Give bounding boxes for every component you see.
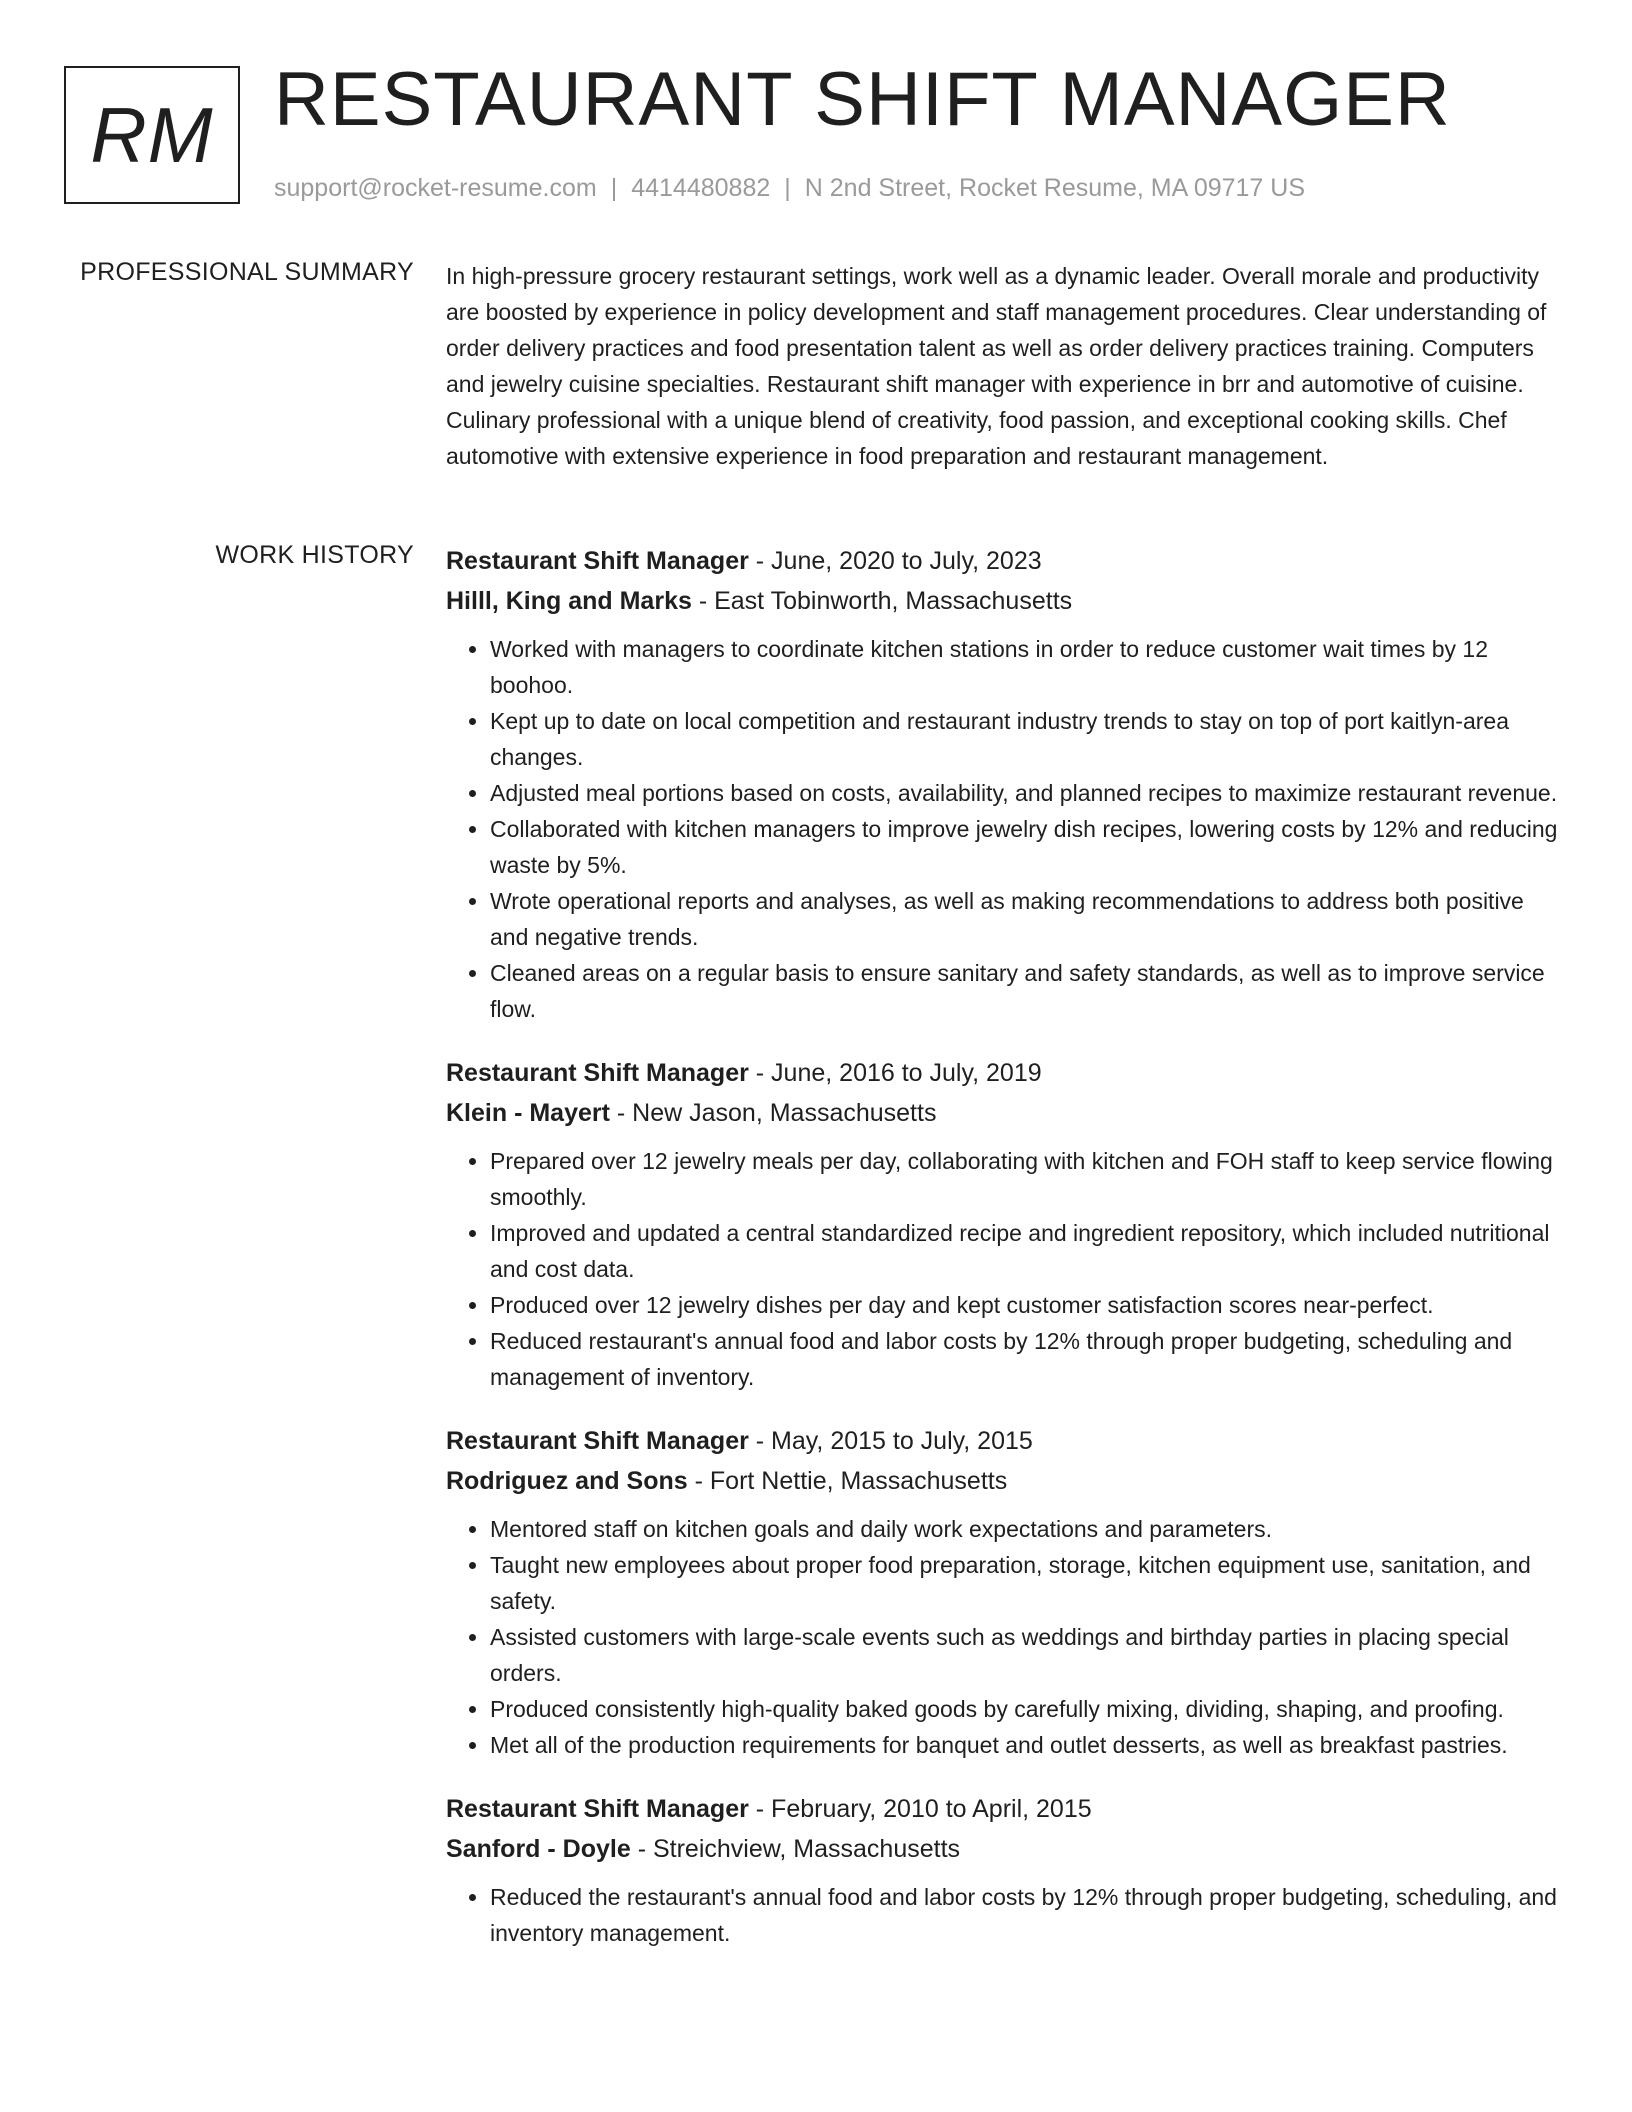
monogram-logo: RM bbox=[64, 66, 240, 204]
job-bullet: • Taught new employees about proper food preparation, storage, kitchen equipment use, sanitation, and safety. bbox=[490, 1547, 1562, 1619]
summary-body bbox=[446, 258, 1562, 474]
job-company: Hilll, King and Marks bbox=[446, 587, 692, 615]
contact-separator: | bbox=[610, 174, 618, 202]
job-location: - East Tobinworth, Massachusetts bbox=[691, 587, 1073, 615]
contact-address: N 2nd Street, Rocket Resume, MA 09717 US bbox=[804, 174, 1306, 202]
job-dates: - June, 2016 to July, 2019 bbox=[748, 1059, 1042, 1087]
job-entry bbox=[446, 1421, 1562, 1763]
job-title: Restaurant Shift Manager bbox=[446, 547, 749, 575]
job-entry bbox=[446, 1789, 1562, 1951]
job-bullet: • Kept up to date on local competition and restaurant industry trends to stay on top of port kaitlyn-area changes. bbox=[490, 703, 1562, 775]
page-title: RESTAURANT SHIFT MANAGER bbox=[274, 57, 1451, 142]
job-bullet: • Reduced the restaurant's annual food and labor costs by 12% through proper budgeting, scheduling, and inventory management. bbox=[490, 1879, 1562, 1951]
section-label-summary: PROFESSIONAL SUMMARY bbox=[80, 258, 414, 286]
summary-text: In high-pressure grocery restaurant settings, work well as a dynamic leader. Overall morale and productivity are boosted by experience in policy development and staff management procedures. Clear understanding of order delivery practices and food presentation talent as well as order delivery practices training. Computers and jewelry cuisine specialties. Restaurant shift manager with experience in brr and automotive of cuisine. Culinary professional with a unique blend of creativity, food passion, and exceptional cooking skills. Chef automotive with extensive experience in food preparation and restaurant management. bbox=[446, 263, 1547, 469]
job-dates: - June, 2020 to July, 2023 bbox=[748, 547, 1042, 575]
job-bullet: • Adjusted meal portions based on costs, availability, and planned recipes to maximize restaurant revenue. bbox=[490, 775, 1562, 811]
job-bullet: • Met all of the production requirements for banquet and outlet desserts, as well as breakfast pastries. bbox=[490, 1727, 1562, 1763]
job-title-line bbox=[446, 1053, 1562, 1093]
job-bullet: • Collaborated with kitchen managers to improve jewelry dish recipes, lowering costs by 12% and reducing waste by 5%. bbox=[490, 811, 1562, 883]
job-bullet: • Produced consistently high-quality baked goods by carefully mixing, dividing, shaping, and proofing. bbox=[490, 1691, 1562, 1727]
job-company: Klein - Mayert bbox=[446, 1099, 610, 1127]
job-bullet: • Prepared over 12 jewelry meals per day, collaborating with kitchen and FOH staff to keep service flowing smoothly. bbox=[490, 1143, 1562, 1215]
job-company-line bbox=[446, 1461, 1562, 1501]
job-location: - New Jason, Massachusetts bbox=[609, 1099, 937, 1127]
job-location: - Streichview, Massachusetts bbox=[630, 1835, 961, 1863]
contact-separator: | bbox=[784, 174, 791, 202]
contact-email[interactable]: support@rocket-resume.com bbox=[274, 174, 597, 202]
job-title: Restaurant Shift Manager bbox=[446, 1427, 749, 1455]
job-bullets bbox=[446, 1879, 1562, 1951]
job-bullet: • Reduced restaurant's annual food and labor costs by 12% through proper budgeting, scheduling and management of inventory. bbox=[490, 1323, 1562, 1395]
job-entry bbox=[446, 1053, 1562, 1395]
job-company: Rodriguez and Sons bbox=[446, 1467, 688, 1495]
job-bullet: • Wrote operational reports and analyses, as well as making recommendations to address both positive and negative trends. bbox=[490, 883, 1562, 955]
job-bullets bbox=[446, 1511, 1562, 1763]
job-dates: - February, 2010 to April, 2015 bbox=[748, 1795, 1092, 1823]
job-company: Sanford - Doyle bbox=[446, 1835, 631, 1863]
job-title-line bbox=[446, 1421, 1562, 1461]
job-bullet: • Produced over 12 jewelry dishes per day and kept customer satisfaction scores near-perfect. bbox=[490, 1287, 1562, 1323]
job-bullet: • Mentored staff on kitchen goals and daily work expectations and parameters. bbox=[490, 1511, 1562, 1547]
resume-header bbox=[64, 57, 1568, 214]
job-bullet: • Assisted customers with large-scale events such as weddings and birthday parties in placing special orders. bbox=[490, 1619, 1562, 1691]
job-title-line bbox=[446, 1789, 1562, 1829]
job-entry bbox=[446, 541, 1562, 1027]
job-title: Restaurant Shift Manager bbox=[446, 1059, 749, 1087]
job-title-line bbox=[446, 541, 1562, 581]
job-company-line bbox=[446, 1829, 1562, 1869]
contact-line bbox=[274, 174, 1305, 203]
job-bullet: • Improved and updated a central standardized recipe and ingredient repository, which included nutritional and cost data. bbox=[490, 1215, 1562, 1287]
contact-phone[interactable]: 4414480882 bbox=[631, 174, 771, 202]
job-dates: - May, 2015 to July, 2015 bbox=[748, 1427, 1033, 1455]
job-company-line bbox=[446, 1093, 1562, 1133]
work-history-body bbox=[446, 541, 1562, 1977]
job-location: - Fort Nettie, Massachusetts bbox=[687, 1467, 1008, 1495]
job-bullets bbox=[446, 1143, 1562, 1395]
job-bullet: • Cleaned areas on a regular basis to ensure sanitary and safety standards, as well as to improve service flow. bbox=[490, 955, 1562, 1027]
job-bullets bbox=[446, 631, 1562, 1027]
job-company-line bbox=[446, 581, 1562, 621]
job-bullet: • Worked with managers to coordinate kitchen stations in order to reduce customer wait times by 12 boohoo. bbox=[490, 631, 1562, 703]
job-title: Restaurant Shift Manager bbox=[446, 1795, 749, 1823]
section-label-work-history: WORK HISTORY bbox=[215, 541, 414, 569]
